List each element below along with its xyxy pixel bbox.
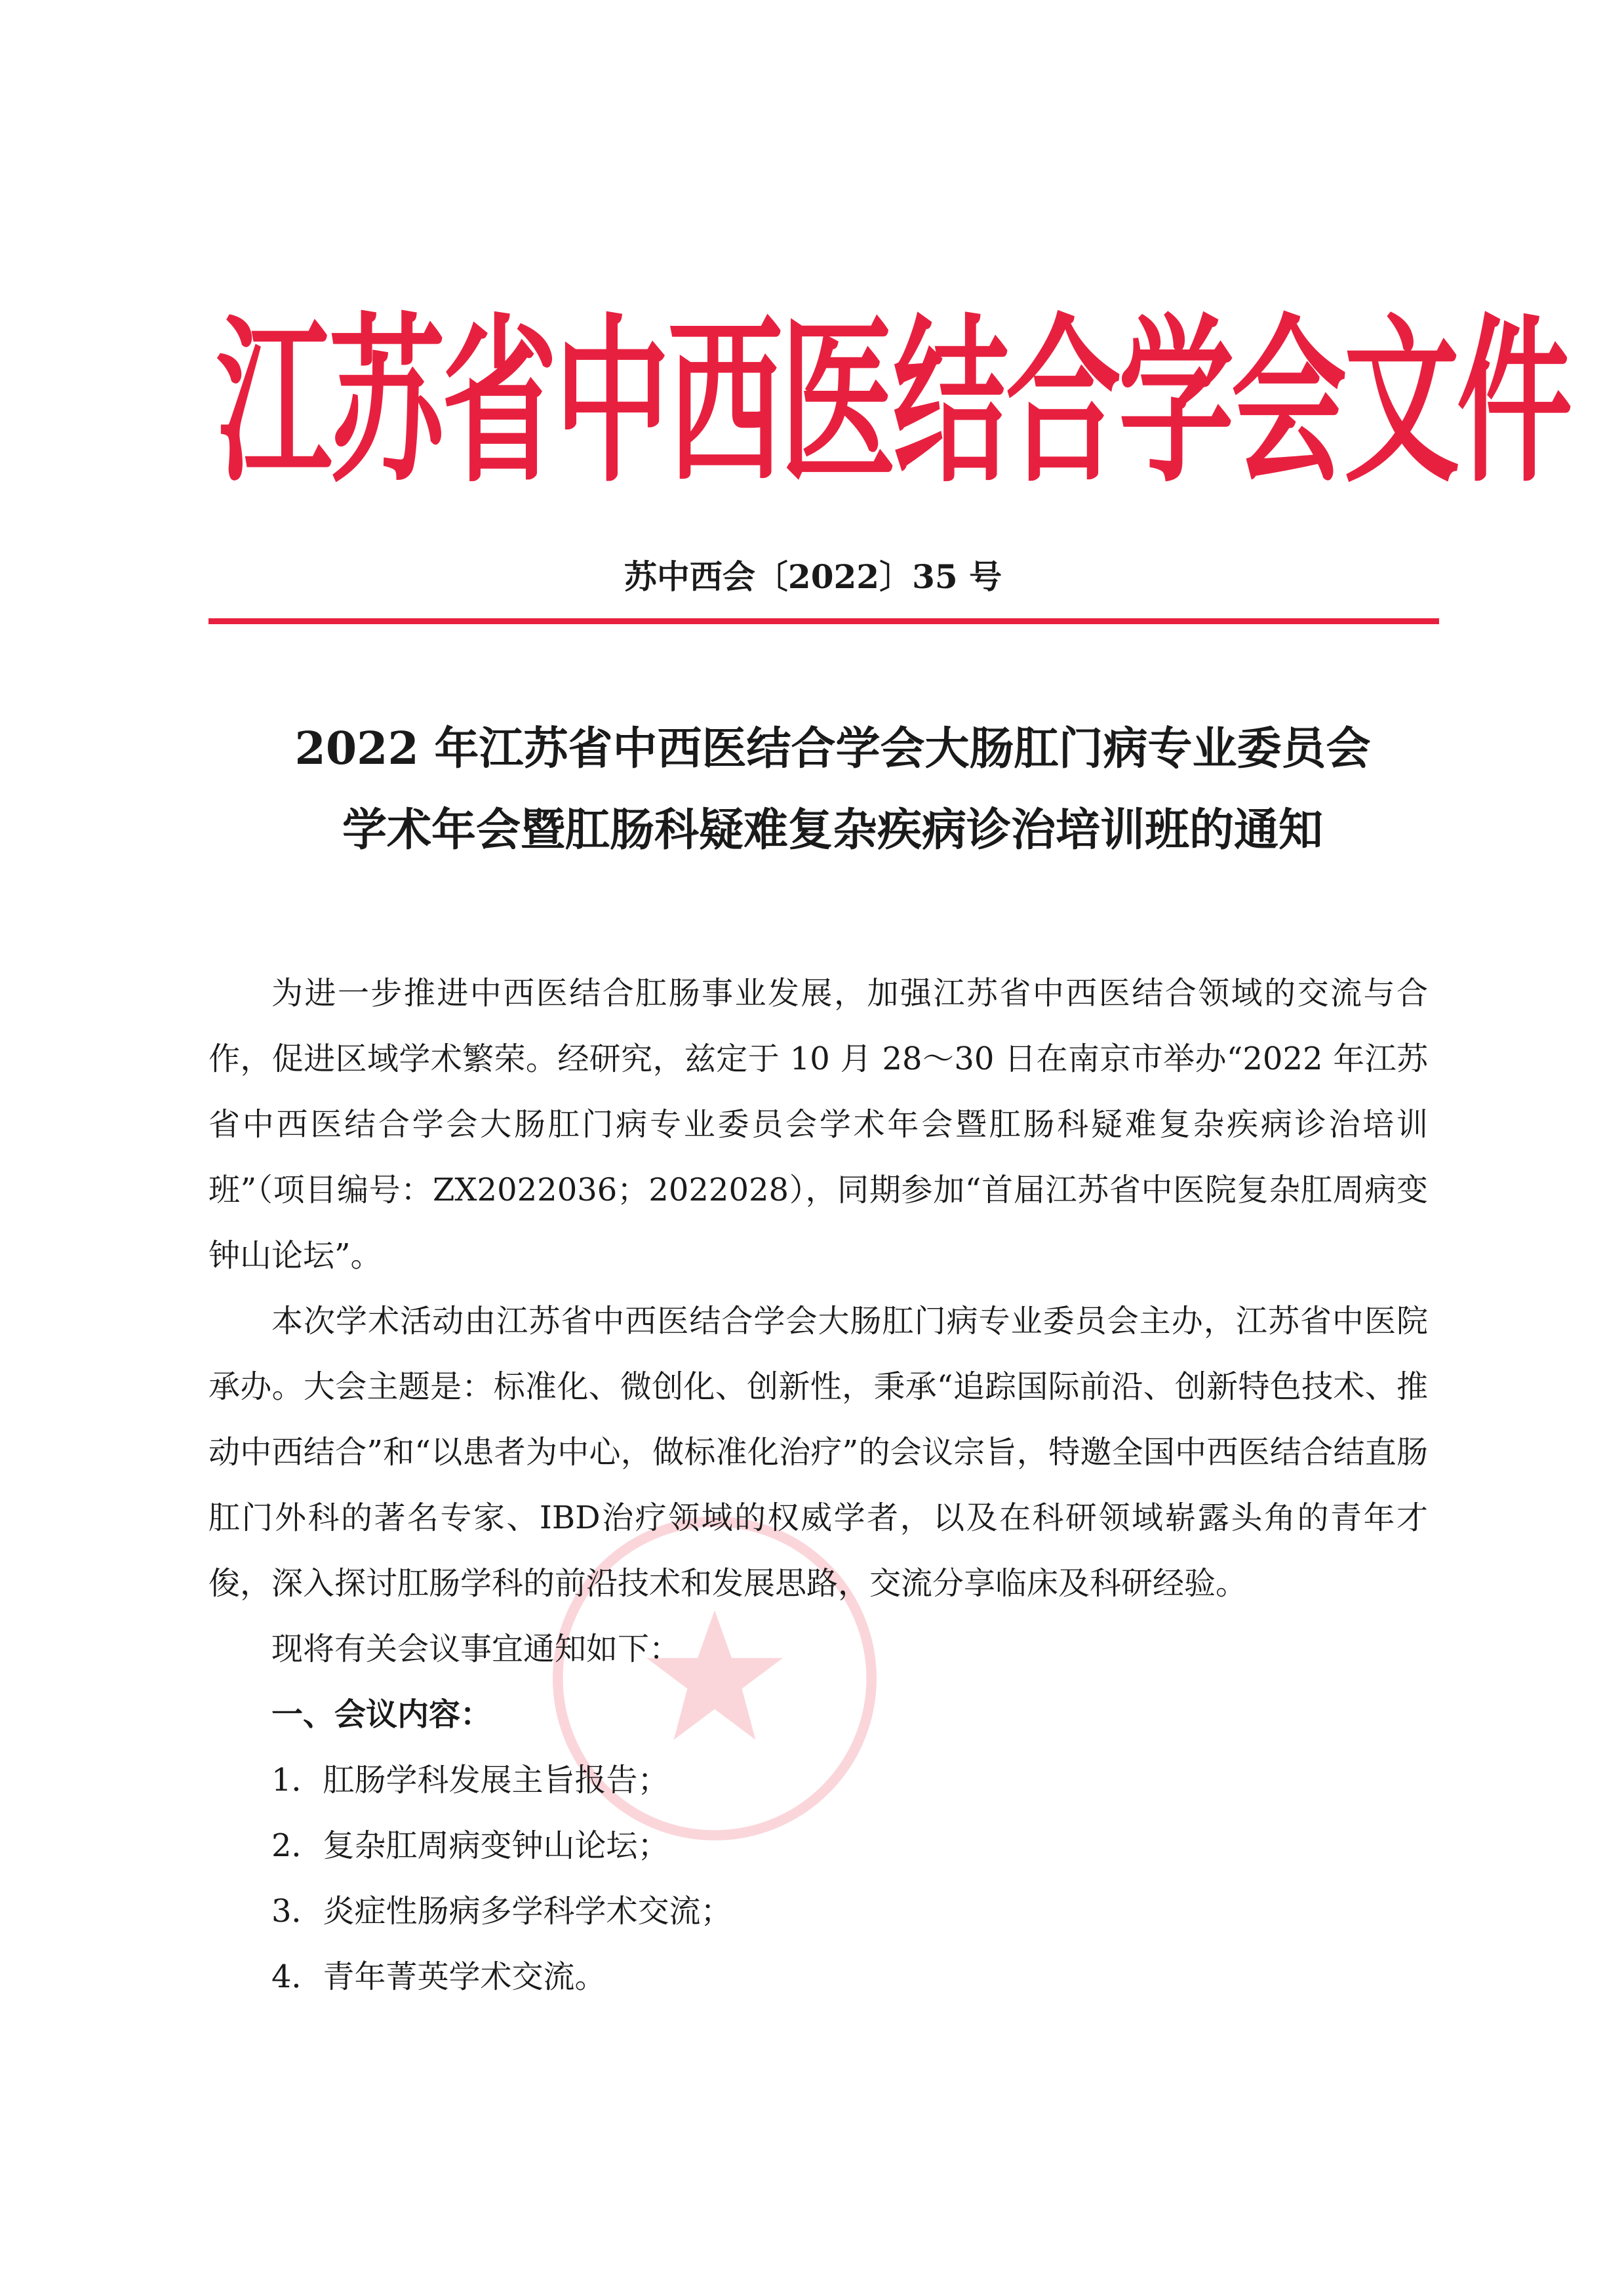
body-paragraph-3: 现将有关会议事宜通知如下： [271,1631,681,1667]
notice-title-line-2: 学术年会暨肛肠科疑难复杂疾病诊治培训班的通知 [342,804,1323,856]
document-body [208,961,1428,2010]
notice-title-line-1: 2022 年江苏省中西医结合学会大肠肛门病专业委员会 [294,723,1371,775]
document-header-title: 江苏省中西医结合学会文件 [216,298,1570,507]
list-item: 4．青年菁英学术交流。 [271,1958,606,1995]
list-item: 2．复杂肛周病变钟山论坛； [271,1827,669,1864]
body-paragraph-1: 为进一步推进中西医结合肛肠事业发展，加强江苏省中西医结合领域的交流与合作，促进区域学术繁荣。经研究，兹定于 10 月 28～30 日在南京市举办“2022 年江苏省中西医结合学会大肠肛门病专业委员会学术年会暨肛肠科疑难复杂疾病诊治培训班”（项目编号：ZX2022036；2022028），同期参加“首届江苏省中医院复杂肛周病变钟山论坛”。 [208,975,1428,1274]
list-item: 3．炎症性肠病多学科学术交流； [271,1893,732,1930]
document-number: 苏中西会〔2022〕35 号 [624,557,1002,596]
section-heading-meeting-content: 一、会议内容： [271,1696,492,1733]
list-item: 1．肛肠学科发展主旨报告； [271,1762,669,1798]
header-divider [208,618,1439,624]
body-paragraph-2: 本次学术活动由江苏省中西医结合学会大肠肛门病专业委员会主办，江苏省中医院承办。大会主题是：标准化、微创化、创新性，秉承“追踪国际前沿、创新特色技术、推动中西结合”和“以患者为中心，做标准化治疗”的会议宗旨，特邀全国中西医结合结直肠肛门外科的著名专家、IBD治疗领域的权威学者，以及在科研领域崭露头角的青年才俊，深入探讨肛肠学科的前沿技术和发展思路，交流分享临床及科研经验。 [208,1303,1428,1602]
notice-title [216,708,1449,871]
